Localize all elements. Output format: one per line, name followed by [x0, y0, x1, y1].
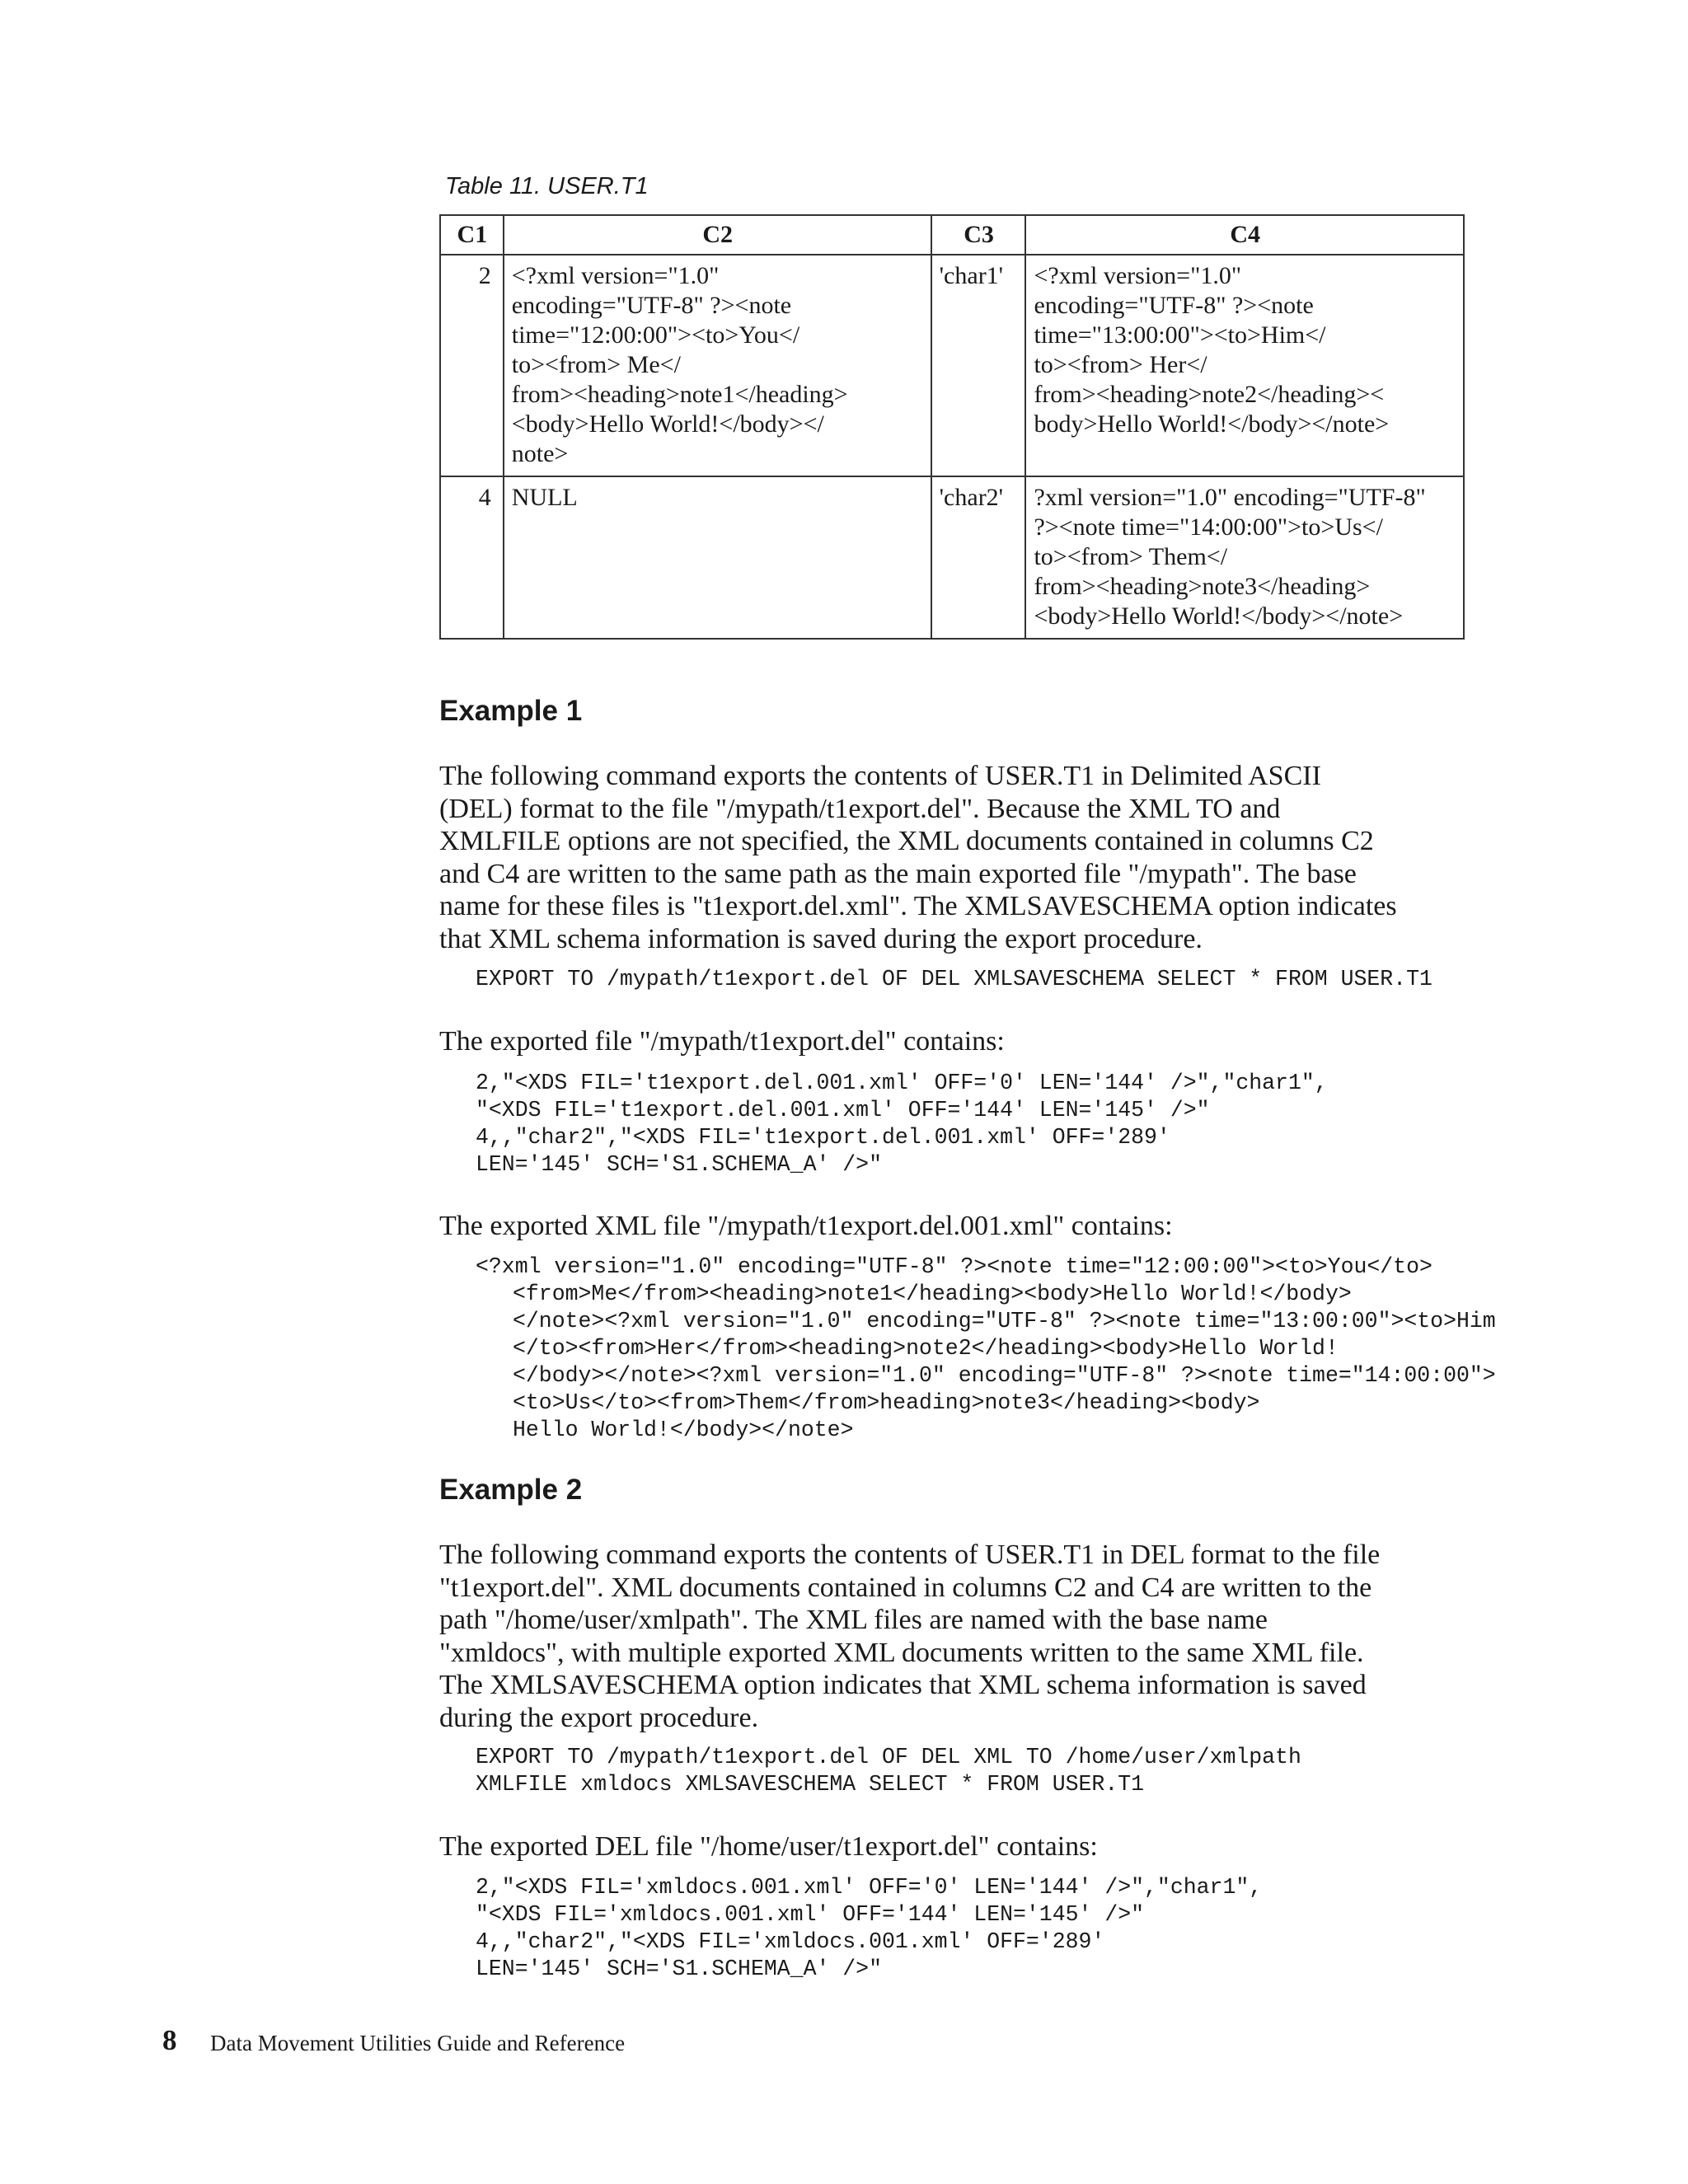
column-header-c4: C4	[1025, 215, 1464, 255]
example2-command	[476, 1744, 1301, 1798]
example2-intro	[439, 1539, 1470, 1734]
column-header-c1: C1	[440, 215, 504, 255]
cell-line: to><from> Me</	[511, 351, 681, 378]
text-line: and C4 are written to the same path as the main exported file "/mypath". The base	[439, 858, 1357, 889]
text-line: "xmldocs", with multiple exported XML documents written to the same XML file.	[439, 1637, 1364, 1668]
text-line: The following command exports the contents of USER.T1 in DEL format to the file	[439, 1540, 1381, 1570]
code-line: 2,"<XDS FIL='t1export.del.001.xml' OFF='0' LEN='144' />","char1",	[476, 1071, 1328, 1095]
text-line: that XML schema information is saved during the export procedure.	[439, 923, 1203, 954]
example1-heading: Example 1	[439, 695, 583, 727]
cell-line: <body>Hello World!</body></	[511, 410, 824, 438]
cell-line: encoding="UTF-8" ?><note	[511, 292, 792, 319]
cell-c4	[1025, 476, 1464, 639]
code-line: <to>Us</to><from>Them</from>heading>note3</heading><body>	[513, 1390, 1260, 1415]
code-line: 2,"<XDS FIL='xmldocs.001.xml' OFF='0' LEN='144' />","char1",	[476, 1875, 1263, 1900]
cell-line: time="12:00:00"><to>You</	[511, 321, 800, 349]
example1-file-label: The exported file "/mypath/t1export.del" contains:	[439, 1026, 1005, 1057]
cell-line: ?><note time="14:00:00">to>Us</	[1034, 513, 1383, 541]
column-header-c2: C2	[504, 215, 931, 255]
text-line: (DEL) format to the file "/mypath/t1export.del". Because the XML TO and	[439, 793, 1281, 824]
cell-c1: 2	[440, 255, 504, 476]
code-line: Hello World!</body></note>	[513, 1418, 854, 1442]
code-line: </body></note><?xml version="1.0" encoding="UTF-8" ?><note time="14:00:00">	[513, 1363, 1496, 1388]
cell-line: <?xml version="1.0"	[511, 262, 720, 289]
example1-xml-label: The exported XML file "/mypath/t1export.del.001.xml" contains:	[439, 1211, 1173, 1241]
user-t1-table	[439, 214, 1465, 640]
example1-command	[476, 966, 1432, 993]
code-line: XMLFILE xmldocs XMLSAVESCHEMA SELECT * FROM USER.T1	[476, 1772, 1145, 1797]
text-line: "t1export.del". XML documents contained in columns C2 and C4 are written to the	[439, 1572, 1372, 1603]
code-line: </note><?xml version="1.0" encoding="UTF-8" ?><note time="13:00:00"><to>Him	[513, 1309, 1496, 1333]
cell-line: body>Hello World!</body></note>	[1034, 410, 1390, 438]
cell-c4	[1025, 255, 1464, 476]
code-line: </to><from>Her</from><heading>note2</heading><body>Hello World!	[513, 1336, 1339, 1361]
cell-line: from><heading>note2</heading><	[1034, 381, 1385, 408]
table-header-row	[440, 215, 1464, 255]
cell-line: <?xml version="1.0"	[1034, 262, 1242, 289]
cell-line: from><heading>note1</heading>	[511, 381, 848, 408]
cell-c2	[504, 255, 931, 476]
text-line: name for these files is "t1export.del.xml". The XMLSAVESCHEMA option indicates	[439, 891, 1397, 921]
cell-line: <body>Hello World!</body></note>	[1034, 602, 1404, 630]
text-line: during the export procedure.	[439, 1702, 759, 1733]
cell-line: ?xml version="1.0" encoding="UTF-8"	[1034, 484, 1426, 511]
example2-file-label: The exported DEL file "/home/user/t1export.del" contains:	[439, 1831, 1098, 1862]
book-title: Data Movement Utilities Guide and Reference	[210, 2031, 626, 2055]
cell-line: NULL	[511, 484, 578, 511]
code-line: 4,,"char2","<XDS FIL='xmldocs.001.xml' OFF='289'	[476, 1929, 1105, 1954]
code-line: EXPORT TO /mypath/t1export.del OF DEL XML TO /home/user/xmlpath	[476, 1745, 1301, 1769]
table-row	[440, 255, 1464, 476]
example1-intro	[439, 760, 1470, 955]
code-line: <?xml version="1.0" encoding="UTF-8" ?><note time="12:00:00"><to>You</to>	[476, 1254, 1432, 1279]
text-line: path "/home/user/xmlpath". The XML files are named with the base name	[439, 1605, 1268, 1635]
text-line: The following command exports the contents of USER.T1 in Delimited ASCII	[439, 761, 1321, 791]
example2-file-contents	[476, 1874, 1262, 1983]
cell-c3: 'char2'	[931, 476, 1026, 639]
text-line: XMLFILE options are not specified, the XML documents contained in columns C2	[439, 826, 1374, 856]
cell-line: from><heading>note3</heading>	[1034, 573, 1371, 600]
code-line: "<XDS FIL='xmldocs.001.xml' OFF='144' LEN='145' />"	[476, 1902, 1145, 1927]
cell-c2	[504, 476, 931, 639]
table-caption: Table 11. USER.T1	[445, 173, 649, 199]
code-line: <from>Me</from><heading>note1</heading><body>Hello World!</body>	[513, 1282, 1352, 1306]
table-row	[440, 476, 1464, 639]
example1-xml-contents	[476, 1254, 1496, 1444]
code-line: EXPORT TO /mypath/t1export.del OF DEL XMLSAVESCHEMA SELECT * FROM USER.T1	[476, 967, 1432, 991]
text-line: The XMLSAVESCHEMA option indicates that XML schema information is saved	[439, 1670, 1367, 1700]
cell-c3: 'char1'	[931, 255, 1026, 476]
code-line: "<XDS FIL='t1export.del.001.xml' OFF='144' LEN='145' />"	[476, 1098, 1210, 1122]
code-line: LEN='145' SCH='S1.SCHEMA_A' />"	[476, 1152, 882, 1177]
example2-heading: Example 2	[439, 1474, 583, 1506]
column-header-c3: C3	[931, 215, 1026, 255]
cell-line: to><from> Them</	[1034, 543, 1228, 570]
cell-line: to><from> Her</	[1034, 351, 1207, 378]
example1-file-contents	[476, 1070, 1328, 1179]
code-line: 4,,"char2","<XDS FIL='t1export.del.001.xml' OFF='289'	[476, 1125, 1170, 1150]
cell-line: encoding="UTF-8" ?><note	[1034, 292, 1314, 319]
cell-c1: 4	[440, 476, 504, 639]
cell-line: time="13:00:00"><to>Him</	[1034, 321, 1326, 349]
cell-line: note>	[511, 440, 569, 467]
page-number: 8	[162, 2024, 177, 2056]
code-line: LEN='145' SCH='S1.SCHEMA_A' />"	[476, 1957, 882, 1981]
